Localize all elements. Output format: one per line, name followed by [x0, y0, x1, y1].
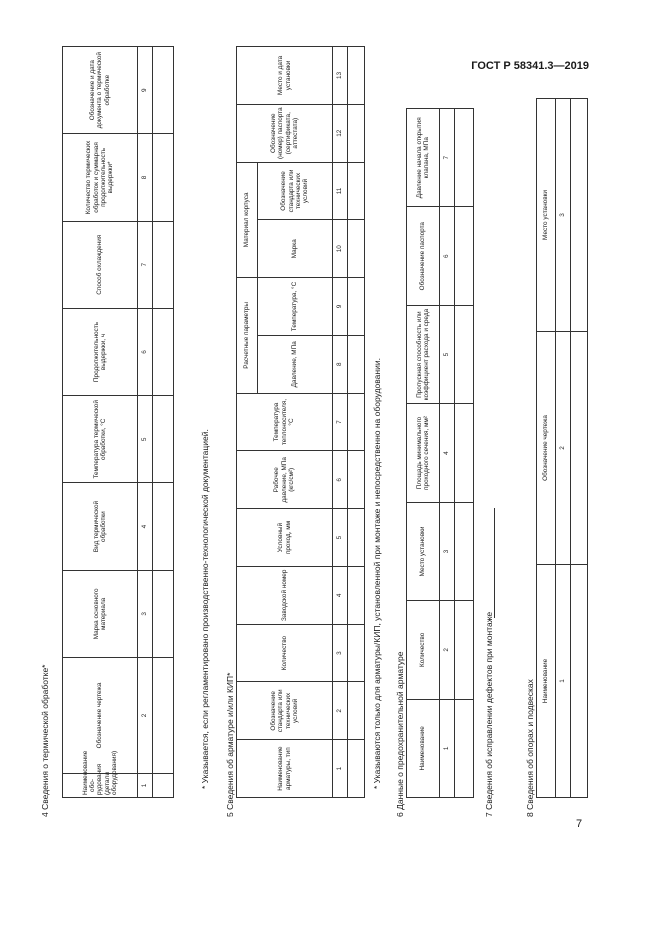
sec5-col-header: Количество: [237, 624, 333, 682]
sec4-col-header: Способ охлаждения: [63, 221, 138, 308]
sec6-col-header: Обозначение паспорта: [407, 207, 440, 305]
page-number: 7: [576, 818, 583, 830]
section-8-title: 8 Сведения об опорах и подвесках: [525, 679, 535, 817]
sec5-col-header: Наименование арматуры, тип: [237, 740, 333, 798]
section-6-table: [406, 108, 474, 798]
sec6-data-cell: [455, 502, 474, 600]
sec5-col-number: 9: [333, 278, 348, 336]
sec5-col-header: Место и дата установки: [237, 47, 333, 105]
sec5-col-number: 12: [333, 104, 348, 162]
section-5-footnote: * Указываются только для арматуры/КИП, установленной при монтаже и непосредственно на оборудовании.: [372, 358, 382, 789]
sec4-col-number: 3: [138, 570, 153, 657]
sec4-data-cell: [153, 47, 174, 134]
sec5-data-cell: [348, 566, 365, 624]
sec6-col-header: Площадь минимального проходного сечения, мм²: [407, 404, 440, 502]
sec5-data-cell: [348, 162, 365, 220]
sec5-group-material: Материал корпуса: [237, 162, 258, 278]
sec6-col-header: Пропускная способность или коэффициент расхода и среда: [407, 305, 440, 403]
sec4-data-cell: [153, 570, 174, 657]
sec5-data-cell: [348, 624, 365, 682]
sec5-col-header: Давление, МПа: [258, 335, 333, 393]
section-7-fill-line: [494, 508, 495, 618]
section-4-table: [62, 46, 174, 798]
sec5-col-header: Обозначение стандарта или технических условий: [237, 682, 333, 740]
sec4-col-header: Количество термических обработок и суммарная продолжительность выдержки*: [63, 134, 138, 221]
sec4-col-number: 8: [138, 134, 153, 221]
sec4-data-cell: [153, 658, 174, 774]
sec6-col-number: 7: [440, 109, 455, 207]
section-7-title: 7 Сведения об исправлении дефектов при монтаже: [484, 611, 494, 817]
sec5-col-header: Рабочее давление, МПа (кгс/см²): [237, 451, 333, 509]
sec5-col-number: 11: [333, 162, 348, 220]
sec4-data-cell: [153, 221, 174, 308]
sec4-col-number: 7: [138, 221, 153, 308]
sec6-col-number: 5: [440, 305, 455, 403]
sec6-col-number: 2: [440, 601, 455, 699]
sec5-col-header: Обозначение стандарта или технических условий: [258, 162, 333, 220]
sec5-data-cell: [348, 393, 365, 451]
sec5-data-cell: [348, 278, 365, 336]
sec5-col-number: 4: [333, 566, 348, 624]
sec4-data-cell: [153, 308, 174, 395]
sec5-col-number: 5: [333, 509, 348, 567]
sec5-data-cell: [348, 335, 365, 393]
sec8-col-number: 3: [556, 99, 571, 332]
section-5-title: 5 Сведения об арматуре и/или КИП*: [225, 672, 235, 817]
sec4-col-header: Обозначение и дата документа о термической обработке: [63, 47, 138, 134]
sec6-col-header: Наименование: [407, 699, 440, 797]
section-4-title: 4 Сведения о термической обработке*: [40, 664, 50, 817]
sec4-col-number: 6: [138, 308, 153, 395]
sec5-data-cell: [348, 740, 365, 798]
sec4-data-cell: [153, 396, 174, 483]
sec8-data-cell: [571, 565, 588, 798]
sec5-col-number: 2: [333, 682, 348, 740]
sec5-col-header: Обозначение (номер) паспорта (сертификата, аттестата): [237, 104, 333, 162]
sec5-col-number: 7: [333, 393, 348, 451]
sec6-data-cell: [455, 207, 474, 305]
sec8-col-header: Обозначение чертежа: [537, 332, 556, 565]
sec5-col-number: 6: [333, 451, 348, 509]
sec6-col-number: 4: [440, 404, 455, 502]
sec5-col-header: Температура, °С: [258, 278, 333, 336]
sec6-col-header: Количество: [407, 601, 440, 699]
section-4-footnote: * Указывается, если регламентировано производственно-технологической документацией.: [200, 429, 210, 789]
sec6-col-number: 1: [440, 699, 455, 797]
sec5-col-header: Температура теплоносителя, °С: [237, 393, 333, 451]
sec4-col-header: Марка основного материала: [63, 570, 138, 657]
section-6-title: 6 Данные о предохранительной арматуре: [395, 651, 405, 817]
sec8-col-header: Место установки: [537, 99, 556, 332]
sec5-col-number: 1: [333, 740, 348, 798]
sec6-col-header: Давление начала открытия клапана, МПа: [407, 109, 440, 207]
sec5-col-number: 10: [333, 220, 348, 278]
section-5-table: [236, 46, 365, 798]
sec5-col-number: 8: [333, 335, 348, 393]
sec4-col-number: 4: [138, 483, 153, 570]
sec8-col-header: Наименование: [537, 565, 556, 798]
sec5-col-number: 3: [333, 624, 348, 682]
sec6-col-number: 6: [440, 207, 455, 305]
sec4-col-number: 1: [138, 774, 153, 798]
sec5-data-cell: [348, 220, 365, 278]
sec5-data-cell: [348, 104, 365, 162]
sec4-col-header: Продолжительность выдержки, ч: [63, 308, 138, 395]
sec6-data-cell: [455, 109, 474, 207]
sec4-data-cell: [153, 774, 174, 798]
sec5-col-number: 13: [333, 47, 348, 105]
sec6-data-cell: [455, 305, 474, 403]
sec4-col-header: Температура термической обработки, °С: [63, 396, 138, 483]
sec4-col-header: Вид термической обработки: [63, 483, 138, 570]
sec4-col-number: 2: [138, 658, 153, 774]
sec4-data-cell: [153, 134, 174, 221]
document-header: ГОСТ Р 58341.3—2019: [471, 60, 589, 72]
sec5-col-header: Заводской номер: [237, 566, 333, 624]
sec5-data-cell: [348, 47, 365, 105]
sec5-data-cell: [348, 509, 365, 567]
sec6-col-number: 3: [440, 502, 455, 600]
sec5-data-cell: [348, 451, 365, 509]
section-8-table: [536, 98, 588, 798]
sec4-col-header: Наименование обо-рудования (детали оборудования): [63, 774, 138, 798]
sec6-col-header: Место установки: [407, 502, 440, 600]
sec4-col-number: 5: [138, 396, 153, 483]
sec4-data-cell: [153, 483, 174, 570]
sec6-data-cell: [455, 699, 474, 797]
sec4-col-number: 9: [138, 47, 153, 134]
sec5-group-raschet: Расчетные параметры: [237, 278, 258, 394]
sec5-col-header: Условный проход, мм: [237, 509, 333, 567]
sec8-col-number: 2: [556, 332, 571, 565]
sec5-data-cell: [348, 682, 365, 740]
sec8-data-cell: [571, 332, 588, 565]
sec6-data-cell: [455, 601, 474, 699]
sec5-col-header: Марка: [258, 220, 333, 278]
sec8-data-cell: [571, 99, 588, 332]
sec4-col-header: Обозначение чертежа: [63, 658, 138, 774]
sec8-col-number: 1: [556, 565, 571, 798]
sec6-data-cell: [455, 404, 474, 502]
